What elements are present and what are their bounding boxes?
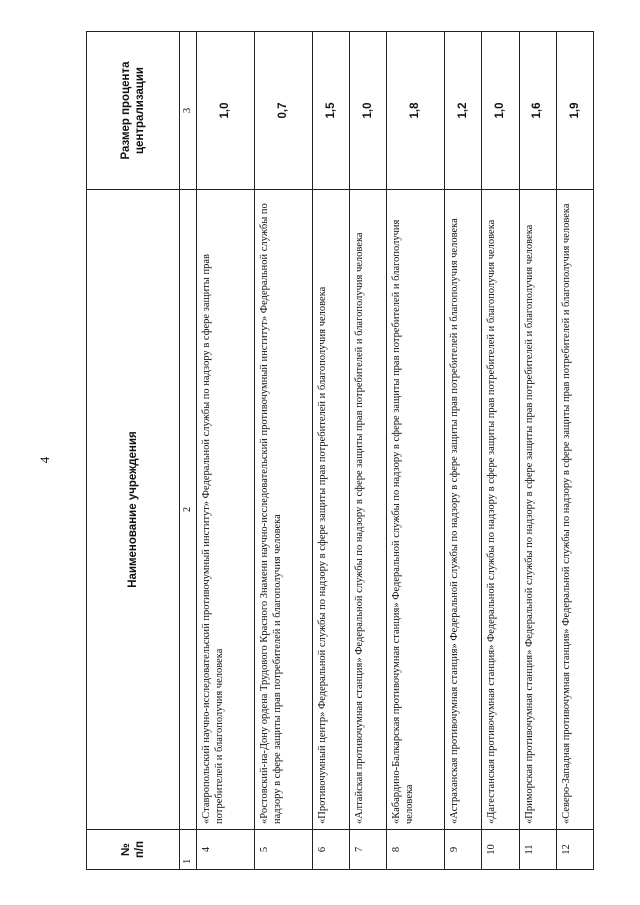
header-pct: Размер процента централизации <box>87 32 180 190</box>
centralization-percent: 1,8 <box>387 32 445 190</box>
table-row <box>312 32 349 870</box>
header-row <box>87 32 180 870</box>
institution-name: «Ставропольский научно-исследовательский противочумный институт» Федеральной службы по надзору в сфере защиты прав потребителей и благополучия человека <box>197 190 255 830</box>
column-index-row <box>180 32 197 870</box>
institution-name: «Северо-Западная противочумная станция» Федеральной службы по надзору в сфере защиты прав потребителей и благополучия человека <box>556 190 593 830</box>
row-number: 5 <box>254 830 312 870</box>
row-number: 8 <box>387 830 445 870</box>
header-name: Наименование учреждения <box>87 190 180 830</box>
table-row <box>350 32 387 870</box>
institution-name: «Приморская противочумная станция» Федеральной службы по надзору в сфере защиты прав потребителей и благополучия человека <box>519 190 556 830</box>
institution-name: «Кабардино-Балкарская противочумная станция» Федеральной службы по надзору в сфере защиты прав потребителей и благополучия человека <box>387 190 445 830</box>
institution-name: «Алтайская противочумная станция» Федеральной службы по надзору в сфере защиты прав потребителей и благополучия человека <box>350 190 387 830</box>
column-index-3: 3 <box>180 32 197 190</box>
table-body <box>180 32 594 870</box>
row-number: 12 <box>556 830 593 870</box>
table-row <box>387 32 445 870</box>
column-index-1: 1 <box>180 830 197 870</box>
table-row <box>482 32 519 870</box>
institution-name: «Дагестанская противочумная станция» Федеральной службы по надзору в сфере защиты прав потребителей и благополучия человека <box>482 190 519 830</box>
centralization-percent: 1,9 <box>556 32 593 190</box>
centralization-percent: 1,0 <box>482 32 519 190</box>
centralization-percent: 0,7 <box>254 32 312 190</box>
row-number: 6 <box>312 830 349 870</box>
centralization-percent: 1,5 <box>312 32 349 190</box>
table-row <box>556 32 593 870</box>
page-number: 4 <box>37 456 52 464</box>
table-row <box>254 32 312 870</box>
header-num: № п/п <box>87 830 180 870</box>
institution-name: «Астраханская противочумная станция» Федеральной службы по надзору в сфере защиты прав потребителей и благополучия человека <box>445 190 482 830</box>
row-number: 7 <box>350 830 387 870</box>
row-number: 10 <box>482 830 519 870</box>
row-number: 11 <box>519 830 556 870</box>
institutions-table <box>86 31 594 870</box>
table-row <box>519 32 556 870</box>
column-index-2: 2 <box>180 190 197 830</box>
table-row <box>445 32 482 870</box>
centralization-percent: 1,0 <box>197 32 255 190</box>
centralization-percent: 1,6 <box>519 32 556 190</box>
rotated-table-container <box>86 32 594 870</box>
row-number: 9 <box>445 830 482 870</box>
institution-name: «Ростовский-на-Дону ордена Трудового Красного Знамени научно-исследовательский противочумный институт» Федеральной службы по надзору в сфере защиты прав потребителей и благополучия человека <box>254 190 312 830</box>
centralization-percent: 1,0 <box>350 32 387 190</box>
centralization-percent: 1,2 <box>445 32 482 190</box>
table-header <box>87 32 180 870</box>
institution-name: «Противочумный центр» Федеральной службы по надзору в сфере защиты прав потребителей и благополучия человека <box>312 190 349 830</box>
table-row <box>197 32 255 870</box>
row-number: 4 <box>197 830 255 870</box>
